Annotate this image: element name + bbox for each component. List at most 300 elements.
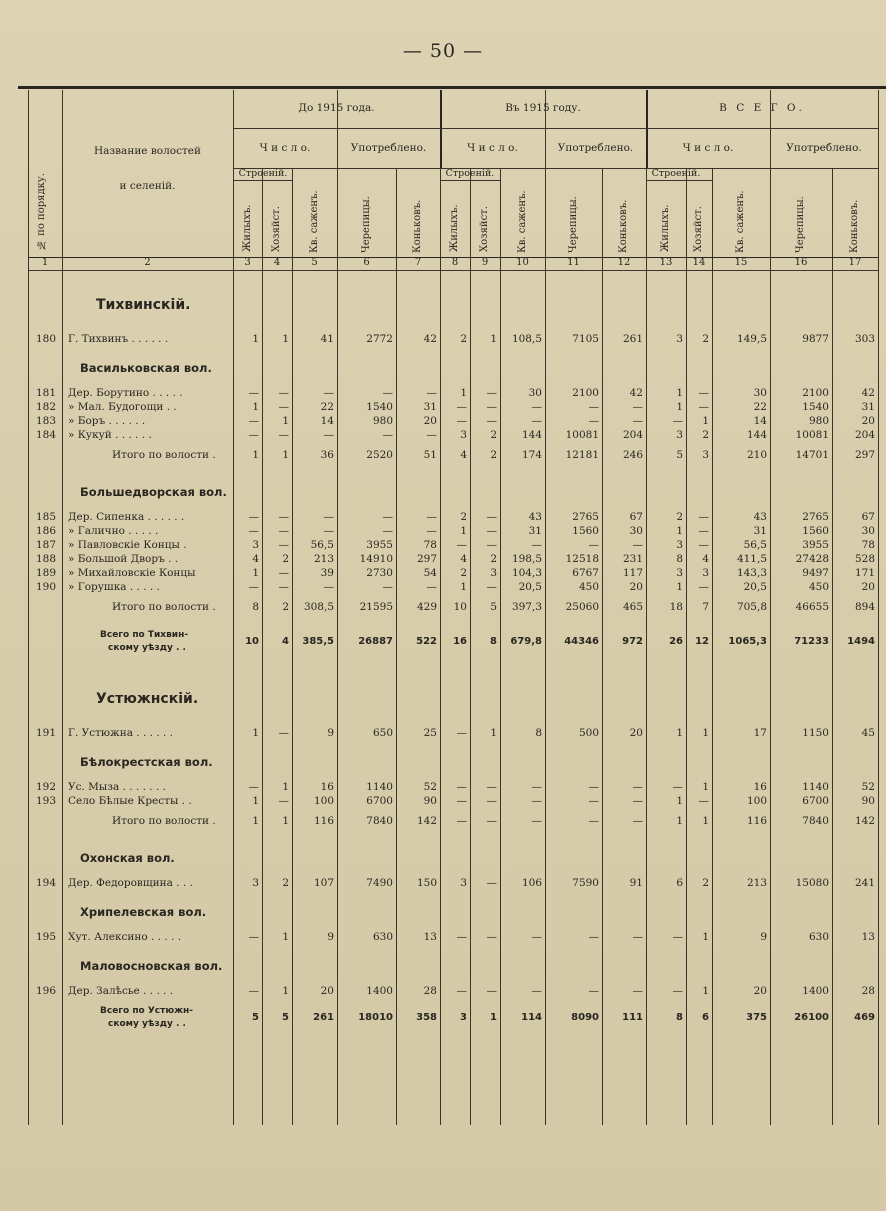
cell-value: —: [486, 985, 497, 997]
row-number: 181: [35, 387, 56, 399]
cell-value: —: [382, 511, 393, 523]
column-number: 1: [41, 257, 49, 268]
cell-value: —: [632, 795, 643, 807]
cell-value: 980: [372, 415, 393, 427]
cell-value: 4: [460, 553, 467, 565]
cell-value: 411,5: [736, 553, 767, 565]
cell-value: 43: [528, 511, 542, 523]
cell-value: 1494: [847, 636, 875, 647]
volost-title: Хрипелевская вол.: [80, 905, 207, 919]
cell-value: —: [456, 781, 467, 793]
cell-value: 4: [702, 553, 709, 565]
row-number: 183: [35, 415, 56, 427]
cell-value: 9877: [802, 333, 829, 345]
cell-value: 116: [313, 815, 334, 827]
cell-value: 2: [490, 553, 497, 565]
cell-value: 10081: [565, 429, 599, 441]
cell-value: 26100: [794, 1012, 829, 1023]
cell-value: —: [698, 539, 709, 551]
cell-value: —: [588, 781, 599, 793]
column-header-vertical: Жилыхъ.: [449, 204, 460, 252]
cell-value: 3955: [366, 539, 393, 551]
cell-value: —: [278, 511, 289, 523]
cell-value: —: [531, 795, 542, 807]
table-column-line: [878, 90, 879, 1125]
cell-value: 1: [676, 581, 683, 593]
column-number: 8: [451, 257, 459, 268]
cell-value: —: [456, 985, 467, 997]
cell-value: 20,5: [518, 581, 542, 593]
cell-value: 308,5: [303, 601, 334, 613]
cell-value: —: [278, 567, 289, 579]
cell-value: 16: [753, 781, 767, 793]
cell-value: 3: [676, 567, 683, 579]
cell-value: —: [486, 815, 497, 827]
column-number: 12: [617, 257, 631, 268]
cell-value: 2: [702, 877, 709, 889]
cell-value: 6: [676, 877, 683, 889]
column-header-name: Название волостей: [94, 145, 201, 157]
cell-value: 52: [423, 781, 437, 793]
cell-value: 10: [453, 601, 467, 613]
cell-value: 1140: [366, 781, 393, 793]
column-number: 7: [414, 257, 422, 268]
cell-value: 171: [854, 567, 875, 579]
column-number: 13: [659, 257, 673, 268]
cell-value: 31: [423, 401, 437, 413]
cell-value: —: [382, 581, 393, 593]
row-number: 188: [35, 553, 56, 565]
cell-value: —: [486, 415, 497, 427]
cell-value: 22: [753, 401, 767, 413]
cell-value: 3: [252, 877, 259, 889]
cell-value: 30: [861, 525, 875, 537]
volost-title: Бѣлокрестская вол.: [80, 755, 213, 769]
cell-value: —: [323, 511, 334, 523]
cell-value: —: [632, 815, 643, 827]
cell-value: 3: [490, 567, 497, 579]
cell-value: 1: [252, 567, 259, 579]
cell-value: 5: [676, 449, 683, 461]
header-line: [646, 180, 712, 181]
cell-value: —: [531, 539, 542, 551]
cell-value: 213: [746, 877, 767, 889]
cell-value: 1: [676, 727, 683, 739]
cell-value: —: [248, 387, 259, 399]
cell-value: 14701: [795, 449, 829, 461]
cell-value: —: [531, 401, 542, 413]
cell-value: —: [672, 931, 683, 943]
column-number: 5: [311, 257, 318, 268]
cell-value: —: [456, 795, 467, 807]
cell-value: 8090: [571, 1012, 599, 1023]
cell-value: 231: [622, 553, 643, 565]
page-number: — 50 —: [402, 40, 484, 62]
cell-value: 67: [861, 511, 875, 523]
column-header-vertical: Коньковъ.: [412, 199, 423, 253]
cell-value: —: [588, 539, 599, 551]
cell-value: —: [486, 581, 497, 593]
cell-value: 1: [252, 727, 259, 739]
cell-value: 1: [282, 333, 289, 345]
column-number: 17: [848, 257, 862, 268]
settlement-name: Г. Устюжна . . . . . .: [68, 727, 174, 739]
upotrebleno-header: Употреблено.: [557, 142, 634, 154]
cell-value: 42: [423, 333, 437, 345]
section-title: Тихвинскій.: [96, 297, 191, 313]
cell-value: 469: [854, 1012, 875, 1023]
column-header-vertical: Кв. саженъ.: [735, 190, 746, 253]
cell-value: —: [698, 795, 709, 807]
column-header-number: № по порядку.: [36, 173, 47, 250]
cell-value: 20: [861, 581, 875, 593]
cell-value: 104,3: [511, 567, 542, 579]
cell-value: 210: [746, 449, 767, 461]
cell-value: 705,8: [736, 601, 767, 613]
upotrebleno-header: Употреблено.: [350, 142, 427, 154]
cell-value: 10081: [795, 429, 829, 441]
column-header-vertical: Хозяйст.: [479, 206, 490, 252]
cell-value: 522: [416, 636, 437, 647]
cell-value: 144: [521, 429, 542, 441]
row-number: 192: [35, 781, 56, 793]
cell-value: —: [248, 525, 259, 537]
cell-value: 100: [746, 795, 767, 807]
cell-value: 56,5: [310, 539, 334, 551]
cell-value: 198,5: [511, 553, 542, 565]
cell-value: 303: [854, 333, 875, 345]
volost-title: Маловосновская вол.: [80, 959, 223, 973]
subtotal-label: Итого по волости .: [112, 815, 216, 827]
cell-value: 8: [252, 601, 259, 613]
cell-value: 20: [753, 985, 767, 997]
cell-value: 8: [676, 553, 683, 565]
cell-value: 3955: [802, 539, 829, 551]
settlement-name: Дер. Борутино . . . . .: [68, 387, 183, 399]
subtotal-label: Итого по волости .: [112, 449, 216, 461]
cell-value: 1: [282, 815, 289, 827]
cell-value: 630: [372, 931, 393, 943]
cell-value: 1: [252, 333, 259, 345]
cell-value: —: [456, 815, 467, 827]
row-number: 182: [35, 401, 56, 413]
cell-value: 142: [416, 815, 437, 827]
cell-value: 30: [528, 387, 542, 399]
cell-value: 213: [313, 553, 334, 565]
cell-value: —: [248, 429, 259, 441]
cell-value: 1: [252, 449, 259, 461]
settlement-name: » Галично . . . . .: [68, 525, 159, 537]
cell-value: 1: [282, 931, 289, 943]
cell-value: 144: [746, 429, 767, 441]
cell-value: 2: [460, 511, 467, 523]
cell-value: —: [278, 401, 289, 413]
settlement-name: Дер. Федоровщина . . .: [68, 877, 193, 889]
cell-value: —: [531, 931, 542, 943]
cell-value: 450: [808, 581, 829, 593]
column-number: 2: [144, 257, 151, 268]
cell-value: —: [426, 511, 437, 523]
cell-value: 1: [252, 795, 259, 807]
column-number: 4: [273, 257, 281, 268]
cell-value: 18010: [358, 1012, 393, 1023]
row-number: 196: [35, 985, 56, 997]
cell-value: 20: [861, 415, 875, 427]
cell-value: 26: [669, 636, 683, 647]
cell-value: —: [426, 387, 437, 399]
cell-value: 28: [423, 985, 437, 997]
cell-value: 9: [760, 931, 767, 943]
column-header-vertical: Коньковъ.: [618, 199, 629, 253]
settlement-name: » Михайловскіе Концы: [68, 567, 196, 579]
cell-value: 1: [676, 401, 683, 413]
cell-value: —: [456, 415, 467, 427]
cell-value: —: [426, 429, 437, 441]
row-number: 194: [35, 877, 56, 889]
cell-value: —: [672, 415, 683, 427]
cell-value: —: [323, 387, 334, 399]
cell-value: 30: [753, 387, 767, 399]
cell-value: —: [486, 511, 497, 523]
settlement-name: » Кукуй . . . . . .: [68, 429, 152, 441]
cell-value: 43: [753, 511, 767, 523]
header-line: [233, 168, 878, 169]
volost-title: Охонская вол.: [80, 851, 175, 865]
row-number: 185: [35, 511, 56, 523]
cell-value: 108,5: [511, 333, 542, 345]
cell-value: 107: [313, 877, 334, 889]
cell-value: 397,3: [511, 601, 542, 613]
cell-value: 261: [313, 1012, 334, 1023]
cell-value: —: [632, 931, 643, 943]
cell-value: 26887: [358, 636, 393, 647]
cell-value: 6700: [802, 795, 829, 807]
settlement-name: » Павловскіе Концы .: [68, 539, 187, 551]
column-number: 9: [481, 257, 489, 268]
cell-value: 8: [676, 1012, 683, 1023]
cell-value: 1: [702, 985, 709, 997]
cell-value: 13: [861, 931, 875, 943]
cell-value: 1400: [366, 985, 393, 997]
cell-value: —: [323, 581, 334, 593]
cell-value: —: [248, 415, 259, 427]
cell-value: 297: [416, 553, 437, 565]
cell-value: 1: [282, 449, 289, 461]
column-header-vertical: Коньковъ.: [849, 199, 860, 253]
cell-value: 1560: [802, 525, 829, 537]
cell-value: —: [486, 877, 497, 889]
cell-value: 500: [578, 727, 599, 739]
cell-value: —: [531, 815, 542, 827]
cell-value: 2772: [366, 333, 393, 345]
cell-value: 2765: [572, 511, 599, 523]
cell-value: 2: [702, 333, 709, 345]
column-header-vertical: Черепицы.: [795, 196, 806, 253]
cell-value: 31: [528, 525, 542, 537]
cell-value: 20: [629, 727, 643, 739]
chislo-header: Ч и с л о.: [259, 142, 311, 154]
cell-value: —: [588, 815, 599, 827]
cell-value: 261: [622, 333, 643, 345]
cell-value: 2730: [366, 567, 393, 579]
settlement-name: Хут. Алексино . . . . .: [68, 931, 182, 943]
cell-value: —: [426, 581, 437, 593]
cell-value: 142: [854, 815, 875, 827]
cell-value: 20: [629, 581, 643, 593]
cell-value: —: [248, 581, 259, 593]
cell-value: 14910: [359, 553, 393, 565]
cell-value: 650: [372, 727, 393, 739]
cell-value: 3: [676, 429, 683, 441]
cell-value: 1: [252, 401, 259, 413]
cell-value: 39: [320, 567, 334, 579]
section-title: Устюжнскій.: [96, 691, 199, 707]
cell-value: —: [632, 415, 643, 427]
cell-value: 10: [245, 636, 259, 647]
cell-value: —: [248, 985, 259, 997]
cell-value: 4: [282, 636, 289, 647]
column-header-vertical: Хозяйст.: [693, 206, 704, 252]
cell-value: —: [486, 387, 497, 399]
cell-value: —: [456, 539, 467, 551]
cell-value: —: [588, 401, 599, 413]
table-column-line: [62, 90, 63, 1125]
settlement-name: » Большой Дворъ . .: [68, 553, 179, 565]
cell-value: 2: [490, 429, 497, 441]
cell-value: 150: [416, 877, 437, 889]
cell-value: —: [382, 525, 393, 537]
cell-value: —: [588, 415, 599, 427]
cell-value: —: [531, 415, 542, 427]
cell-value: 14: [320, 415, 334, 427]
cell-value: 204: [854, 429, 875, 441]
row-number: 195: [35, 931, 56, 943]
cell-value: 15080: [795, 877, 829, 889]
cell-value: —: [278, 429, 289, 441]
cell-value: 241: [854, 877, 875, 889]
settlement-name: Ус. Мыза . . . . . . .: [68, 781, 166, 793]
cell-value: —: [531, 985, 542, 997]
cell-value: 7840: [366, 815, 393, 827]
cell-value: 2: [460, 567, 467, 579]
cell-value: 4: [252, 553, 259, 565]
cell-value: 17: [753, 727, 767, 739]
cell-value: 7590: [572, 877, 599, 889]
cell-value: 9497: [802, 567, 829, 579]
cell-value: —: [456, 931, 467, 943]
row-number: 184: [35, 429, 56, 441]
cell-value: —: [486, 795, 497, 807]
cell-value: 2: [282, 553, 289, 565]
cell-value: 5: [490, 601, 497, 613]
cell-value: 385,5: [302, 636, 334, 647]
cell-value: 54: [423, 567, 437, 579]
cell-value: 1: [676, 815, 683, 827]
cell-value: —: [698, 387, 709, 399]
cell-value: 8: [490, 636, 497, 647]
cell-value: 465: [622, 601, 643, 613]
cell-value: —: [588, 795, 599, 807]
cell-value: 1: [282, 415, 289, 427]
cell-value: 100: [313, 795, 334, 807]
cell-value: 46655: [795, 601, 829, 613]
settlement-name: Село Бѣлые Кресты . .: [68, 795, 192, 807]
cell-value: 9: [327, 727, 334, 739]
volost-title: Васильковская вол.: [80, 361, 212, 375]
cell-value: 1: [676, 795, 683, 807]
cell-value: —: [632, 539, 643, 551]
cell-value: 1: [676, 525, 683, 537]
cell-value: 12: [695, 636, 709, 647]
cell-value: 174: [521, 449, 542, 461]
cell-value: 375: [746, 1012, 767, 1023]
cell-value: 1: [702, 727, 709, 739]
cell-value: 7840: [802, 815, 829, 827]
total-label: скому уѣзду . .: [108, 643, 186, 653]
column-number: 10: [516, 257, 529, 268]
cell-value: 1: [282, 781, 289, 793]
cell-value: 528: [854, 553, 875, 565]
cell-value: 3: [460, 429, 467, 441]
cell-value: 1065,3: [728, 636, 767, 647]
cell-value: —: [632, 985, 643, 997]
cell-value: 297: [854, 449, 875, 461]
cell-value: 31: [753, 525, 767, 537]
cell-value: 20,5: [743, 581, 767, 593]
column-header-vertical: Жилыхъ.: [660, 204, 671, 252]
cell-value: 41: [320, 333, 334, 345]
cell-value: 1: [490, 333, 497, 345]
cell-value: —: [456, 401, 467, 413]
cell-value: —: [486, 401, 497, 413]
cell-value: 1: [490, 727, 497, 739]
period-header: До 1915 года.: [298, 102, 375, 114]
column-number: 6: [363, 257, 370, 268]
cell-value: 16: [453, 636, 467, 647]
cell-value: 25: [423, 727, 437, 739]
settlement-name: » Боръ . . . . . .: [68, 415, 146, 427]
cell-value: —: [248, 931, 259, 943]
cell-value: —: [698, 511, 709, 523]
cell-value: 679,8: [510, 636, 542, 647]
cell-value: 78: [423, 539, 437, 551]
cell-value: 2: [282, 601, 289, 613]
cell-value: 1150: [802, 727, 829, 739]
period-header: В С Е Г О.: [719, 102, 805, 114]
volost-title: Большедворская вол.: [80, 485, 227, 499]
cell-value: —: [426, 525, 437, 537]
cell-value: —: [486, 931, 497, 943]
cell-value: 1: [460, 581, 467, 593]
cell-value: 3: [676, 539, 683, 551]
cell-value: 42: [629, 387, 643, 399]
cell-value: —: [278, 727, 289, 739]
cell-value: 7: [702, 601, 709, 613]
cell-value: 1: [702, 931, 709, 943]
cell-value: 1: [460, 387, 467, 399]
cell-value: 1: [702, 815, 709, 827]
cell-value: 6700: [366, 795, 393, 807]
cell-value: —: [632, 781, 643, 793]
cell-value: 143,3: [736, 567, 767, 579]
cell-value: 358: [416, 1012, 437, 1023]
cell-value: 5: [282, 1012, 289, 1023]
header-line: [28, 270, 878, 271]
cell-value: 246: [622, 449, 643, 461]
stroeniy-header: Строеній.: [238, 168, 288, 179]
cell-value: 894: [854, 601, 875, 613]
cell-value: —: [698, 401, 709, 413]
